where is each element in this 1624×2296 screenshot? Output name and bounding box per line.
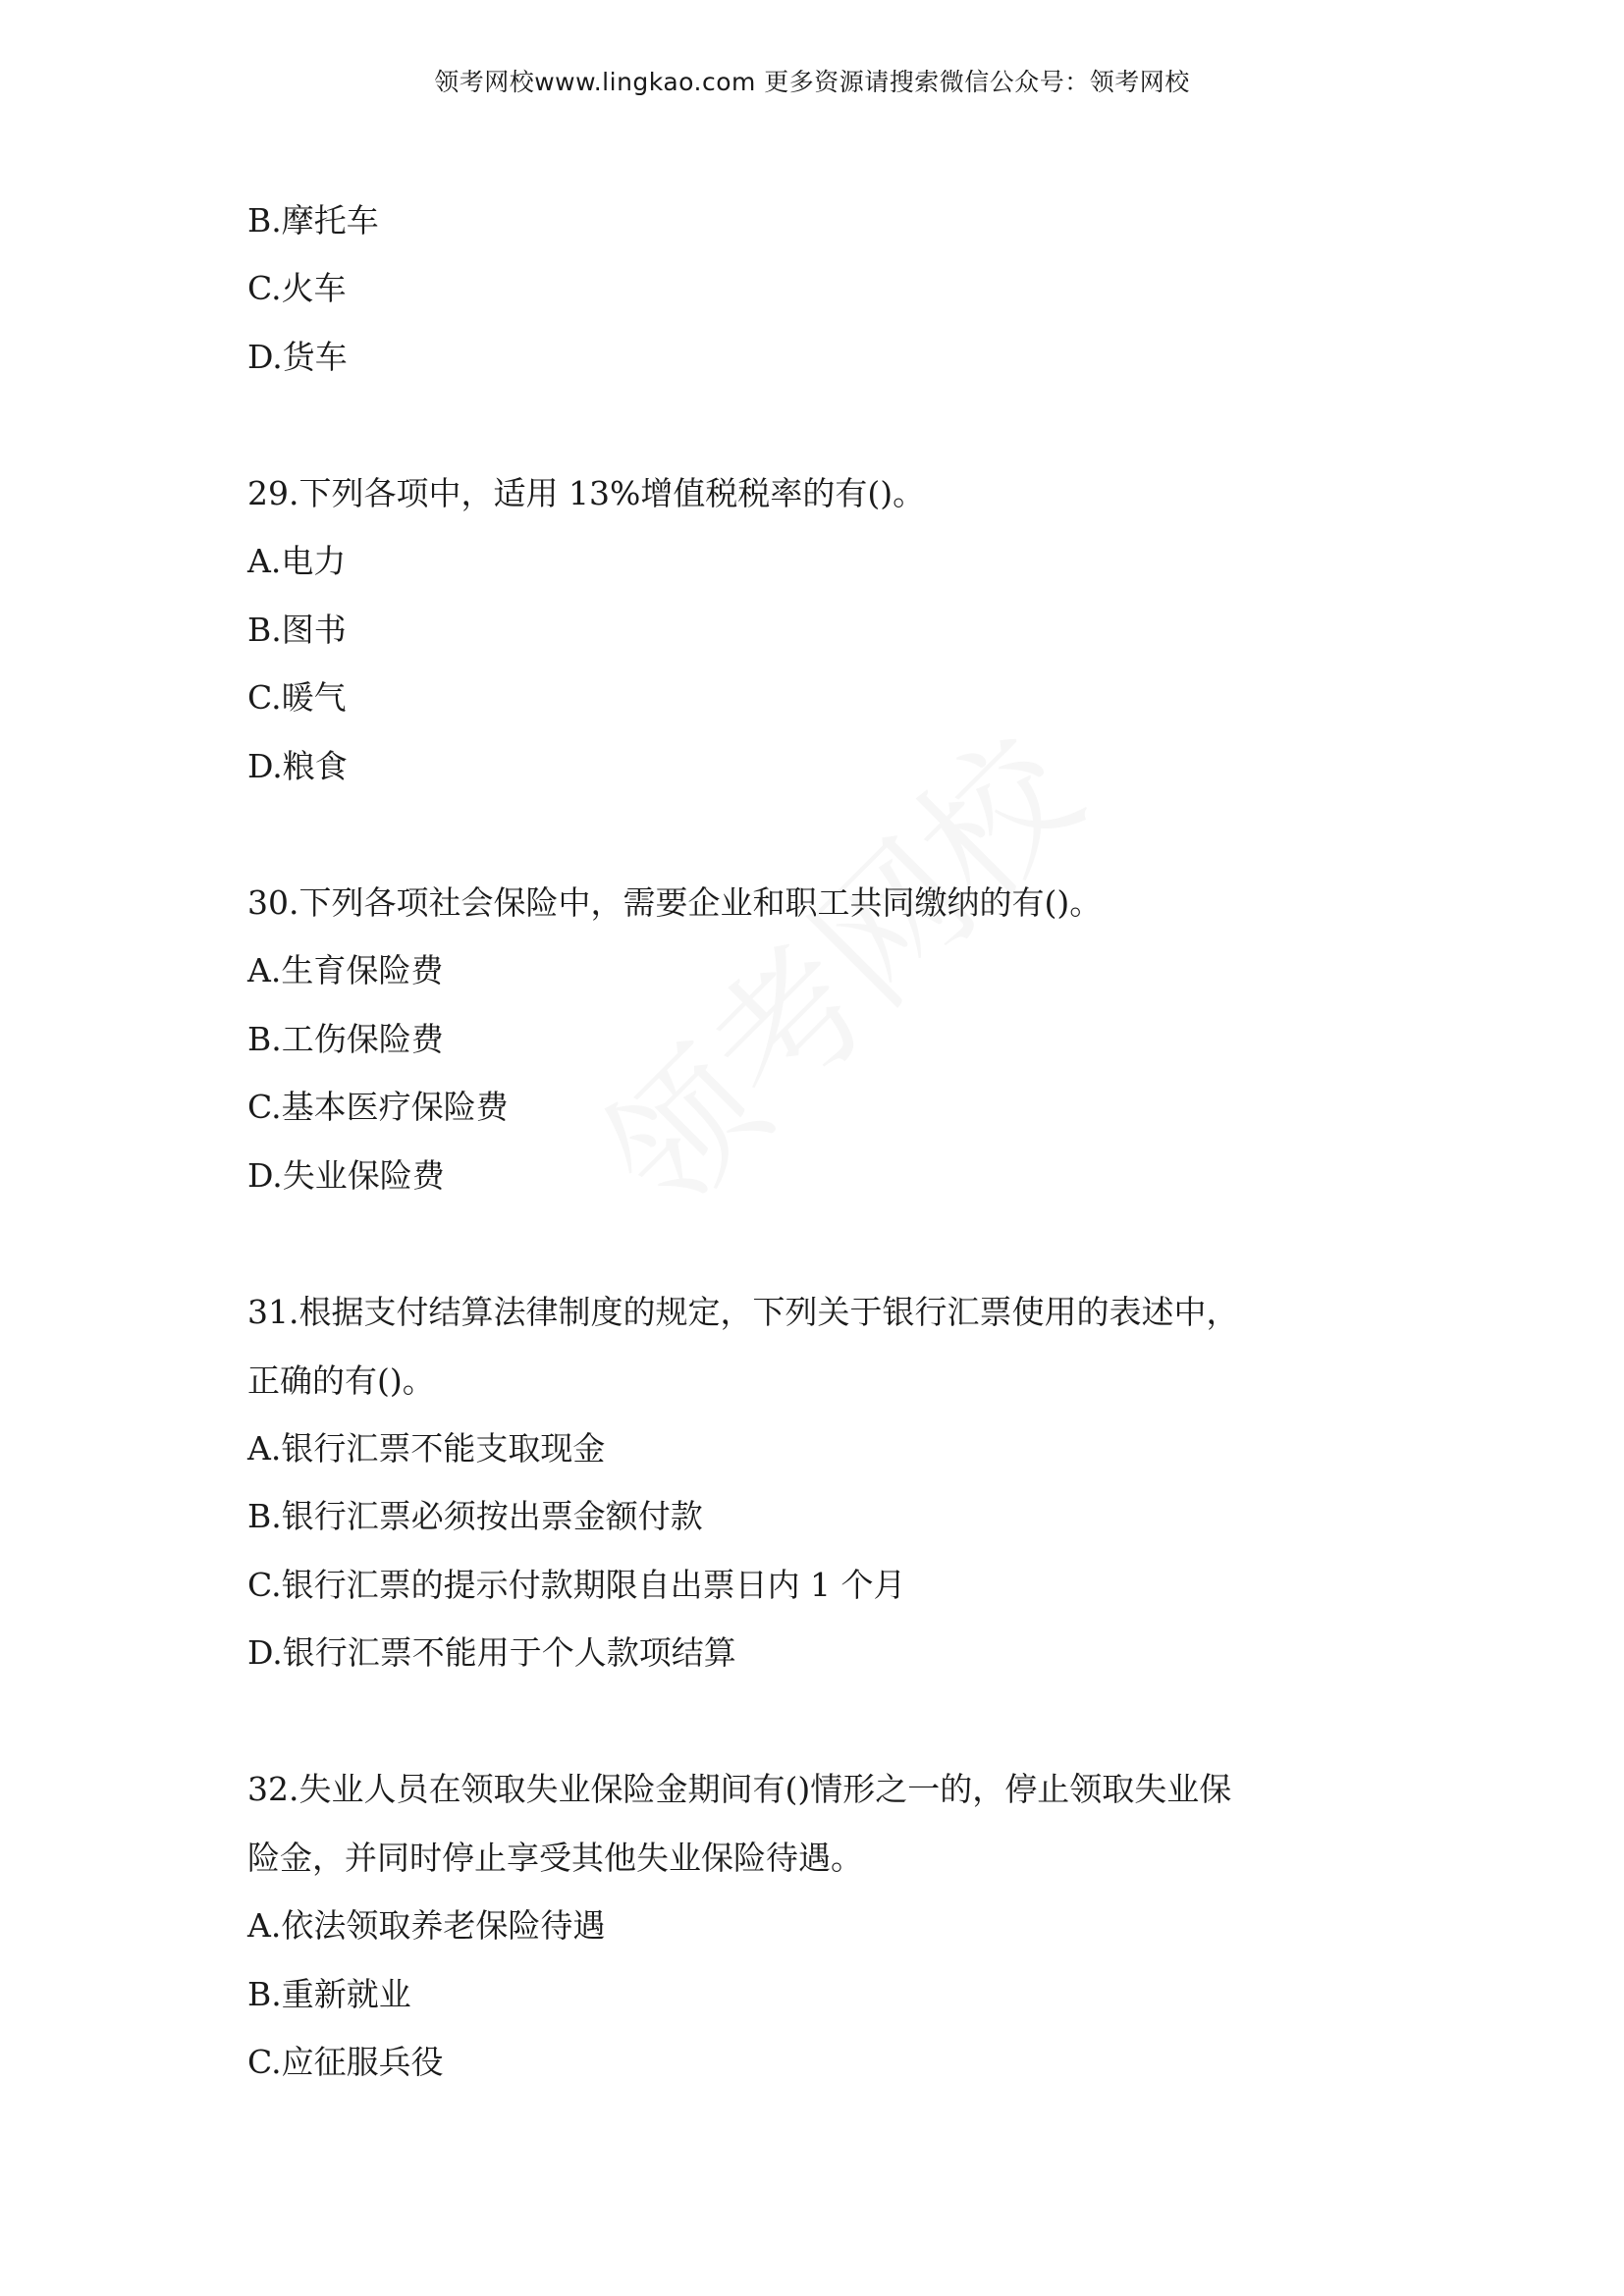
question-32-stem-line1: 32.失业人员在领取失业保险金期间有()情形之一的，停止领取失业保: [247, 1770, 1232, 1808]
option-q32-c: C.应征服兵役: [247, 2043, 444, 2081]
option-q32-b: B.重新就业: [247, 1975, 411, 2013]
option-q32-a: A.依法领取养老保险待遇: [247, 1906, 606, 1945]
watermark: [550, 683, 1116, 1250]
question-29-stem: 29.下列各项中，适用 13%增值税税率的有()。: [247, 474, 926, 512]
option-q29-a: A.电力: [247, 542, 347, 580]
option-q29-d: D.粮食: [247, 747, 348, 785]
question-31-stem-line2: 正确的有()。: [247, 1362, 435, 1400]
option-q31-d: D.银行汇票不能用于个人款项结算: [247, 1633, 736, 1672]
option-q31-a: A.银行汇票不能支取现金: [247, 1429, 606, 1468]
option-q30-b: B.工伤保险费: [247, 1020, 444, 1058]
option-q31-c: C.银行汇票的提示付款期限自出票日内 1 个月: [247, 1566, 906, 1604]
option-q30-a: A.生育保险费: [247, 951, 444, 989]
question-31-stem-line1: 31.根据支付结算法律制度的规定，下列关于银行汇票使用的表述中，: [247, 1293, 1239, 1331]
option-q30-c: C.基本医疗保险费: [247, 1088, 509, 1126]
option-q28-c: C.火车: [247, 269, 347, 307]
option-q28-b: B.摩托车: [247, 201, 379, 240]
option-q31-b: B.银行汇票必须按出票金额付款: [247, 1497, 703, 1535]
question-30-stem: 30.下列各项社会保险中，需要企业和职工共同缴纳的有()。: [247, 883, 1103, 922]
option-q29-b: B.图书: [247, 611, 347, 649]
page-header: 领考网校www.lingkao.com 更多资源请搜索微信公众号：领考网校: [434, 68, 1190, 96]
option-q30-d: D.失业保险费: [247, 1156, 445, 1195]
question-32-stem-line2: 险金，并同时停止享受其他失业保险待遇。: [247, 1839, 863, 1877]
option-q28-d: D.货车: [247, 338, 348, 376]
option-q29-c: C.暖气: [247, 678, 347, 717]
